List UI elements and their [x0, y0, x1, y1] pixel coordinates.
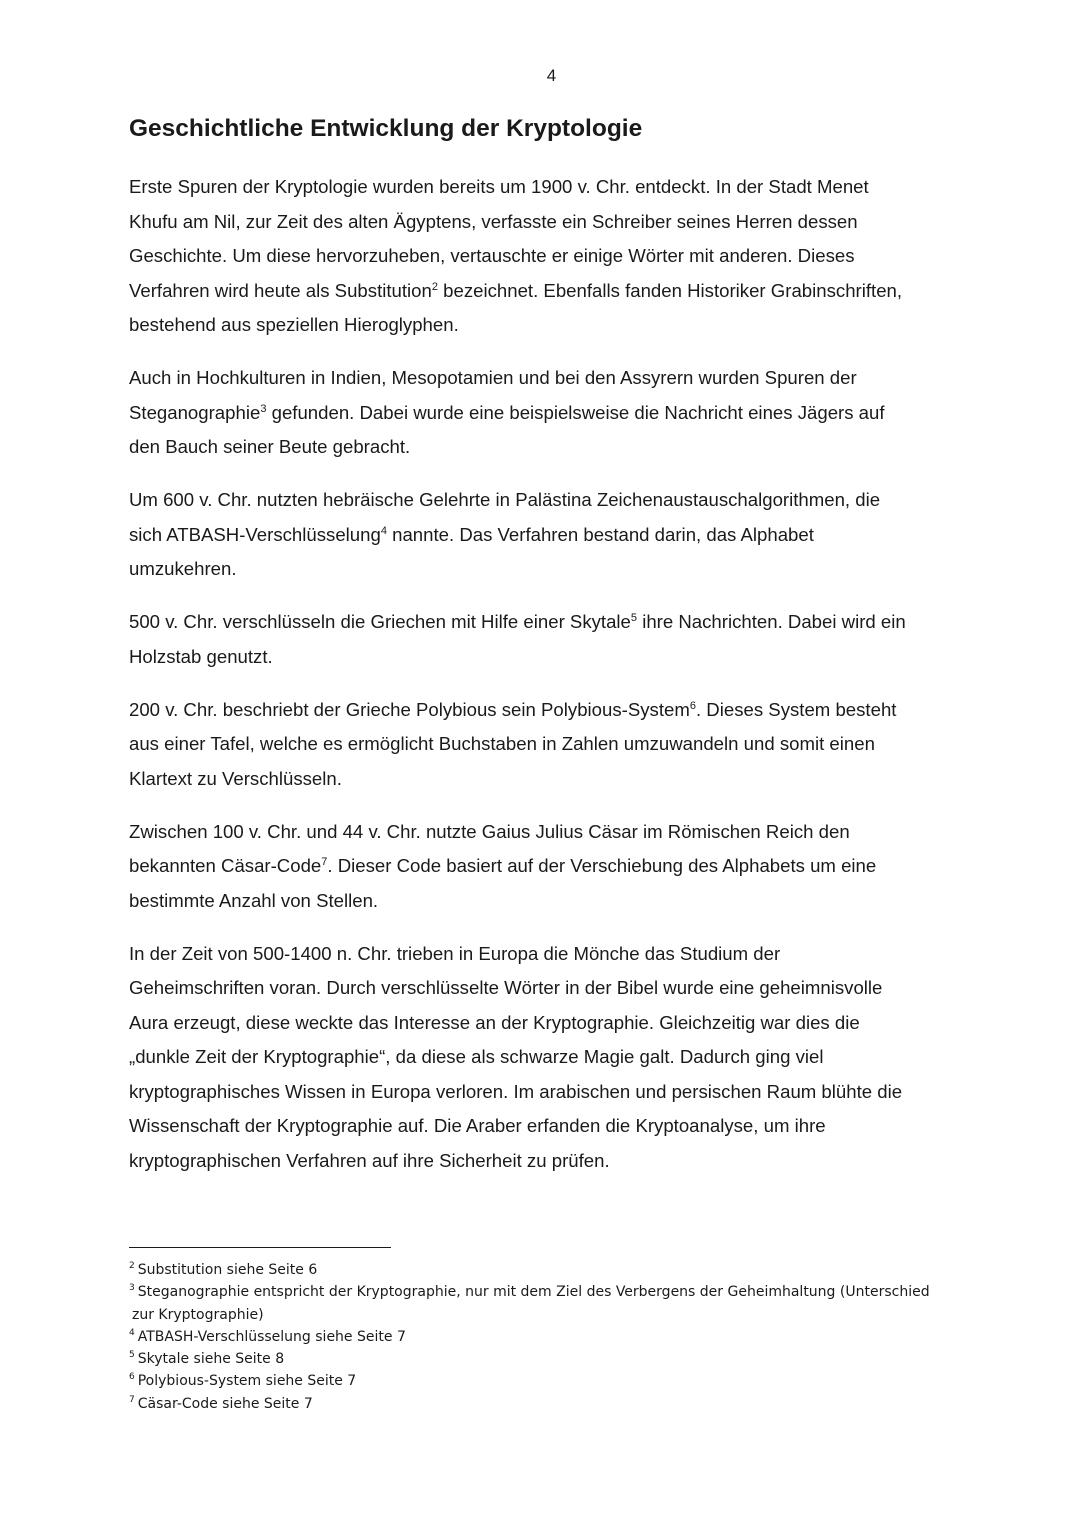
- footnote-text: zur Kryptographie): [132, 1306, 264, 1323]
- body-text: [129, 170, 989, 1197]
- text-segment: Um 600 v. Chr. nutzten hebräische Gelehrte in Palästina Zeichenaustauschalgorithmen, die: [129, 489, 881, 510]
- text-segment: nannte. Das Verfahren bestand darin, das Alphabet: [386, 523, 814, 545]
- footnote-marker: 3: [260, 402, 267, 415]
- text-segment: Klartext zu Verschlüsseln.: [129, 767, 342, 789]
- text-segment: Aura erzeugt, diese weckte das Interesse an der Kryptographie. Gleichzeitig war dies die: [129, 1011, 860, 1033]
- footnote-number: 4: [129, 1327, 135, 1338]
- footnote-number: 3: [129, 1283, 135, 1294]
- text-line: [129, 170, 989, 205]
- text-line: [129, 727, 989, 762]
- text-segment: Wissenschaft der Kryptographie auf. Die Araber erfanden die Kryptoanalyse, um ihre: [129, 1115, 826, 1136]
- footnote: [129, 1370, 989, 1392]
- text-segment: In der Zeit von 500-1400 n. Chr. trieben in Europa die Mönche das Studium der: [129, 942, 781, 964]
- footnote-marker: 6: [689, 699, 696, 712]
- text-line: [129, 308, 989, 343]
- text-segment: Verfahren wird heute als Substitution: [129, 279, 432, 301]
- text-segment: umzukehren.: [129, 558, 237, 579]
- text-segment: bestimmte Anzahl von Stellen.: [129, 889, 379, 911]
- paragraph: [129, 483, 989, 587]
- text-segment: bestehend aus speziellen Hieroglyphen.: [129, 314, 459, 335]
- footnote-text: Steganographie entspricht der Kryptographie, nur mit dem Ziel des Verbergens der Geheimhaltung (Unterschied: [137, 1284, 930, 1301]
- text-segment: ihre Nachrichten. Dabei wird ein: [637, 611, 906, 632]
- text-line: [129, 1144, 989, 1179]
- footnote: [129, 1348, 989, 1370]
- text-segment: Geschichte. Um diese hervorzuheben, vertauschte er einige Wörter mit anderen. Dieses: [129, 245, 855, 266]
- paragraph: [129, 605, 989, 674]
- text-segment: Geheimschriften voran. Durch verschlüsselte Wörter in der Bibel wurde eine geheimnisvolle: [129, 977, 883, 998]
- text-segment: kryptographischen Verfahren auf ihre Sicherheit zu prüfen.: [129, 1149, 610, 1171]
- text-line: [129, 640, 989, 675]
- page-number: 4: [546, 66, 557, 85]
- footnote-text: Polybious-System siehe Seite 7: [137, 1373, 357, 1390]
- footnote: [129, 1304, 989, 1326]
- footnote: [129, 1326, 989, 1348]
- text-line: [129, 274, 989, 309]
- text-line: [129, 483, 989, 518]
- paragraph: [129, 693, 989, 797]
- footnote-marker: 4: [380, 524, 387, 537]
- text-segment: . Dieser Code basiert auf der Verschiebung des Alphabets um eine: [327, 855, 877, 876]
- text-line: [129, 693, 989, 728]
- text-line: [129, 762, 989, 797]
- text-segment: „dunkle Zeit der Kryptographie“, da diese als schwarze Magie galt. Dadurch ging viel: [129, 1046, 824, 1067]
- text-line: [129, 1109, 989, 1144]
- footnote: [129, 1393, 989, 1415]
- text-segment: Khufu am Nil, zur Zeit des alten Ägyptens, verfasste ein Schreiber seines Herren dessen: [129, 210, 858, 232]
- text-segment: bezeichnet. Ebenfalls fanden Historiker Grabinschriften,: [437, 279, 903, 301]
- footnote: [129, 1259, 989, 1281]
- footnote-number: 6: [129, 1372, 135, 1383]
- text-segment: bekannten Cäsar-Code: [129, 855, 322, 876]
- footnote-separator: [129, 1247, 391, 1248]
- text-line: [129, 396, 989, 431]
- footnote-number: 2: [129, 1261, 135, 1271]
- text-line: [129, 361, 989, 396]
- text-line: [129, 205, 989, 240]
- paragraph: [129, 361, 989, 465]
- text-line: [129, 552, 989, 587]
- text-segment: Erste Spuren der Kryptologie wurden bereits um 1900 v. Chr. entdeckt. In der Stadt Menet: [129, 176, 869, 197]
- footnote-marker: 2: [431, 280, 438, 293]
- page-title: Geschichtliche Entwicklung der Kryptologie: [129, 115, 643, 142]
- footnote-text: ATBASH-Verschlüsselung siehe Seite 7: [137, 1328, 406, 1345]
- footnote-number: 7: [129, 1394, 135, 1405]
- text-segment: 200 v. Chr. beschriebt der Grieche Polybious sein Polybious-System: [129, 698, 690, 720]
- paragraph: [129, 815, 989, 919]
- footnote: [129, 1281, 989, 1303]
- text-line: [129, 605, 989, 640]
- footnote-marker: 5: [630, 612, 638, 624]
- text-line: [129, 937, 989, 972]
- text-line: [129, 1040, 989, 1075]
- text-line: [129, 1075, 989, 1110]
- footnote-text: Substitution siehe Seite 6: [137, 1262, 318, 1278]
- text-line: [129, 849, 989, 884]
- footnote-marker: 7: [321, 856, 328, 868]
- text-line: [129, 884, 989, 919]
- text-segment: gefunden. Dabei wurde eine beispielsweise die Nachricht eines Jägers auf: [266, 401, 885, 423]
- text-segment: Steganographie: [129, 401, 261, 423]
- footnote-text: Cäsar-Code siehe Seite 7: [137, 1395, 313, 1412]
- text-segment: kryptographisches Wissen in Europa verloren. Im arabischen und persischen Raum blühte die: [129, 1080, 903, 1102]
- footnote-text: Skytale siehe Seite 8: [137, 1351, 285, 1368]
- text-line: [129, 430, 989, 465]
- text-segment: sich ATBASH-Verschlüsselung: [129, 523, 381, 545]
- text-segment: Auch in Hochkulturen in Indien, Mesopotamien und bei den Assyrern wurden Spuren der: [129, 367, 857, 388]
- paragraph: [129, 170, 989, 343]
- text-line: [129, 971, 989, 1006]
- text-line: [129, 239, 989, 274]
- text-line: [129, 1006, 989, 1041]
- footnote-number: 5: [129, 1350, 135, 1361]
- footnotes: [129, 1259, 989, 1415]
- text-segment: 500 v. Chr. verschlüsseln die Griechen mit Hilfe einer Skytale: [129, 611, 631, 632]
- text-line: [129, 815, 989, 850]
- text-segment: den Bauch seiner Beute gebracht.: [129, 436, 411, 457]
- text-segment: aus einer Tafel, welche es ermöglicht Buchstaben in Zahlen umzuwandeln und somit einen: [129, 733, 875, 754]
- text-segment: Holzstab genutzt.: [129, 645, 273, 667]
- text-line: [129, 518, 989, 553]
- text-segment: . Dieses System besteht: [695, 698, 897, 720]
- text-segment: Zwischen 100 v. Chr. und 44 v. Chr. nutzte Gaius Julius Cäsar im Römischen Reich den: [129, 820, 850, 842]
- paragraph: [129, 937, 989, 1179]
